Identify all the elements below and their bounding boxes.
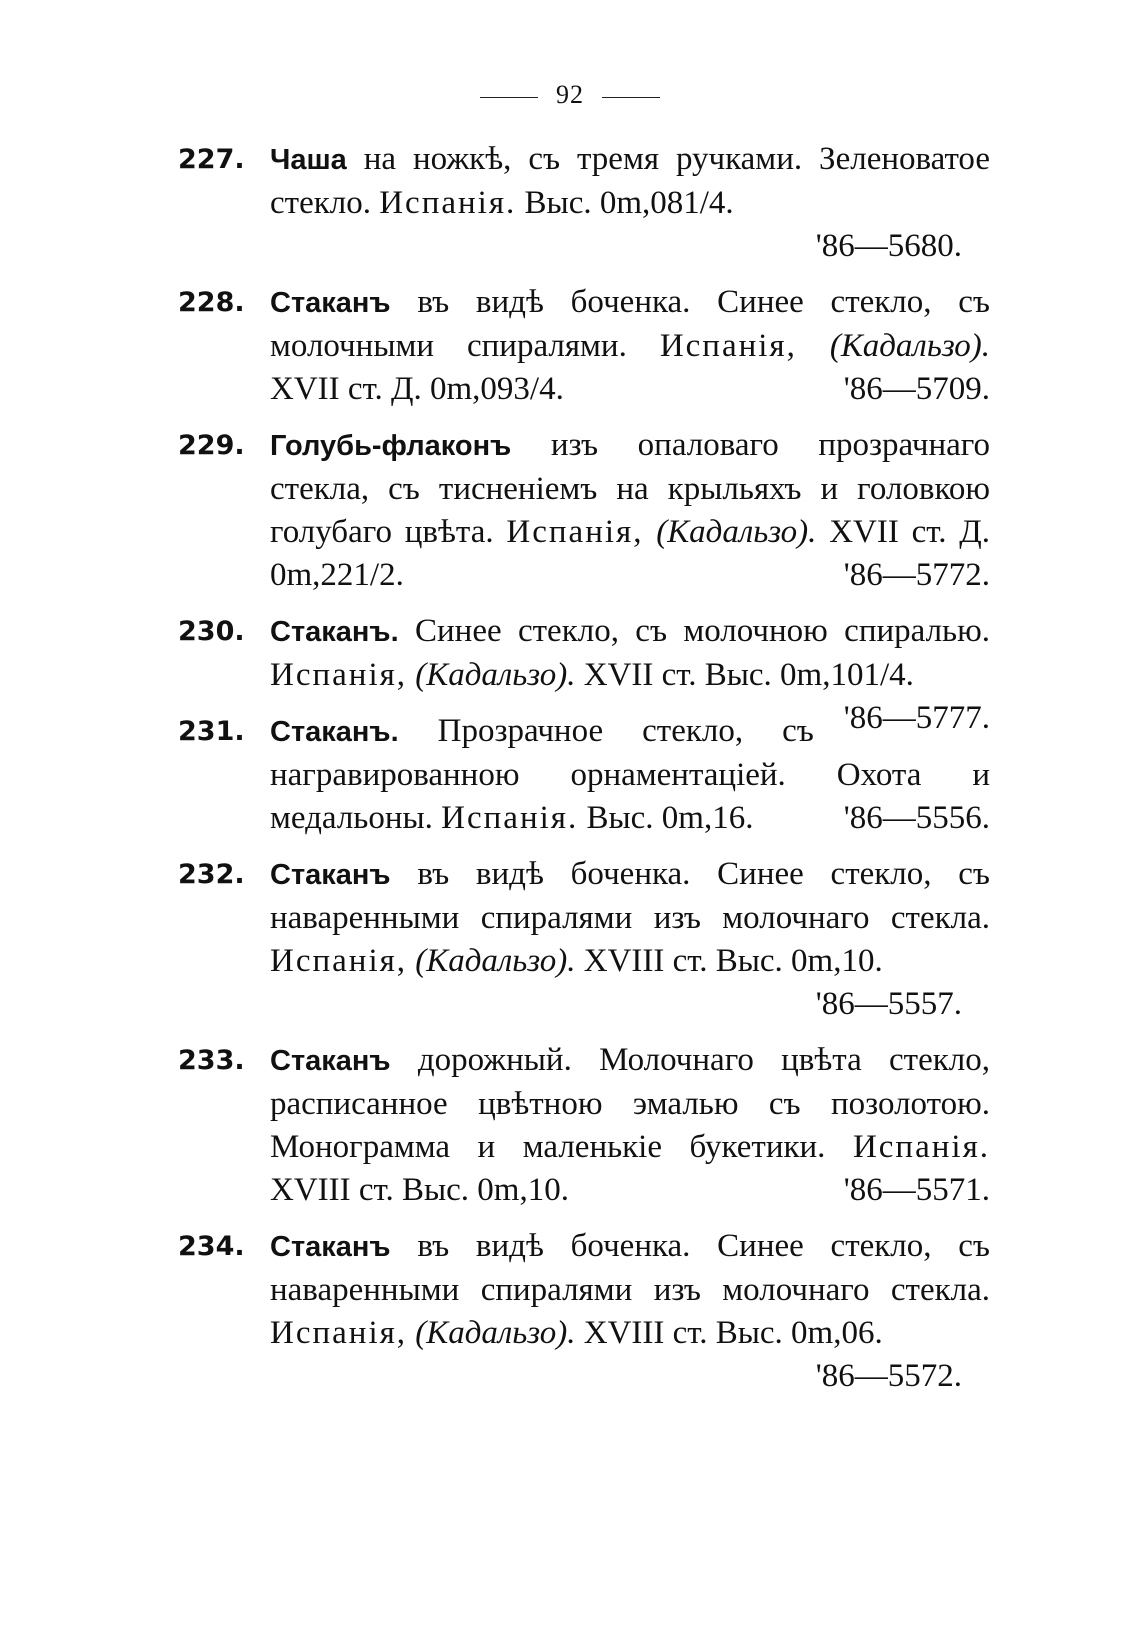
- catalogue-entry: [178, 853, 990, 1026]
- entry-inventory-number: '86—5709.: [843, 371, 990, 407]
- catalogue-entry: [178, 424, 990, 597]
- header-rule-left: [480, 97, 538, 98]
- entry-dimensions: XVIII ст. Выс. 0m,10.: [270, 1172, 569, 1208]
- entry-body: [270, 853, 990, 983]
- entry-number: 231.: [178, 716, 245, 747]
- entry-description: Прозрачное стекло, съ награвированною орнаментаціей. Охота и медальоны.: [270, 713, 990, 836]
- entry-inventory-number: '86—5556.: [843, 800, 990, 836]
- entry-inventory-number: '86—5772.: [843, 557, 990, 593]
- entry-dimensions: XVII ст. Выс. 0m,101/4.: [583, 657, 914, 693]
- entry-title: Голубь-флаконъ: [270, 430, 512, 462]
- entry-inventory-number: '86—5571.: [843, 1172, 990, 1208]
- entry-origin: (Кадальзо).: [415, 657, 576, 693]
- entry-description: дорожный. Молочнаго цвѣта стекло, расписанное цвѣтною эмалью съ позолотою. Монограмма и маленькіе букетики.: [270, 1042, 990, 1165]
- entry-body: [270, 138, 990, 225]
- entry-place: Испанія.: [852, 1129, 990, 1165]
- entry-title: Стаканъ: [270, 1045, 391, 1077]
- entry-origin: (Кадальзо).: [415, 1315, 576, 1351]
- entry-dimensions: XVII ст. Д. 0m,221/2.: [270, 514, 990, 593]
- entry-title: Чаша: [270, 144, 347, 176]
- entry-number: 227.: [178, 144, 245, 175]
- entry-place: Испанія.: [379, 185, 517, 221]
- catalogue-entry: [178, 710, 990, 840]
- entry-title: Стаканъ: [270, 859, 391, 891]
- entry-description: Синее стекло, съ молочною спиралью.: [415, 613, 990, 649]
- entry-inventory-number: '86—5680.: [815, 228, 962, 264]
- entry-title: Стаканъ: [270, 1231, 391, 1263]
- entry-number: 233.: [178, 1045, 245, 1076]
- catalogue-entry: [178, 1225, 990, 1398]
- header-rule-right: [602, 97, 660, 98]
- entry-place: Испанія,: [270, 943, 408, 979]
- entry-description: на ножкѣ, съ тремя ручками. Зеленоватое стекло.: [270, 141, 990, 221]
- entry-dimensions: Выс. 0m,081/4.: [524, 185, 734, 221]
- catalogue-entry: [178, 138, 990, 268]
- catalogue-entry: [178, 281, 990, 411]
- entry-body: [270, 1225, 990, 1355]
- entry-place: Испанія,: [270, 1315, 408, 1351]
- entry-origin: (Кадальзо).: [829, 328, 991, 364]
- entry-origin: (Кадальзо).: [415, 943, 576, 979]
- entry-description: въ видѣ боченка. Синее стекло, съ наваренными спиралями изъ молочнаго стекла.: [270, 1228, 990, 1308]
- entry-dimensions: XVIII ст. Выс. 0m,06.: [583, 1315, 883, 1351]
- page-number: 92: [556, 80, 584, 109]
- entry-inventory-number: '86—5572.: [815, 1358, 962, 1394]
- catalogue-entries: [178, 138, 990, 1411]
- entry-place: Испанія,: [270, 657, 408, 693]
- page-header: [0, 80, 1140, 110]
- entry-body: [270, 610, 990, 736]
- entry-body: [270, 424, 990, 597]
- entry-title: Стаканъ.: [270, 616, 399, 648]
- entry-number: 229.: [178, 430, 245, 461]
- entry-body: [270, 1039, 990, 1212]
- entry-inventory-number: '86—5557.: [815, 986, 962, 1022]
- entry-place: Испанія,: [659, 328, 797, 364]
- entry-description: изъ опаловаго прозрачнаго стекла, съ тисненіемъ на крыльяхъ и головкою голубаго цвѣта.: [270, 427, 990, 550]
- entry-dimensions: XVII ст. Д. 0m,093/4.: [270, 371, 564, 407]
- entry-place: Испанія,: [506, 514, 644, 550]
- entry-description: въ видѣ боченка. Синее стекло, съ молочными спиралями.: [270, 284, 990, 364]
- entry-body: [270, 281, 990, 411]
- entry-title: Стаканъ.: [270, 716, 399, 748]
- entry-description: въ видѣ боченка. Синее стекло, съ наваренными спиралями изъ молочнаго стекла.: [270, 856, 990, 936]
- entry-number: 232.: [178, 859, 245, 890]
- entry-inventory-number: '86—5777.: [843, 700, 990, 736]
- entry-place: Испанія.: [441, 800, 579, 836]
- entry-origin: (Кадальзо).: [656, 514, 817, 550]
- catalogue-entry: [178, 1039, 990, 1212]
- entry-number: 234.: [178, 1231, 245, 1262]
- entry-dimensions: Выс. 0m,16.: [586, 800, 754, 836]
- entry-dimensions: XVIII ст. Выс. 0m,10.: [583, 943, 883, 979]
- entry-title: Стаканъ: [270, 287, 391, 319]
- entry-number: 230.: [178, 616, 245, 647]
- entry-number: 228.: [178, 287, 245, 318]
- entry-body: [270, 710, 990, 840]
